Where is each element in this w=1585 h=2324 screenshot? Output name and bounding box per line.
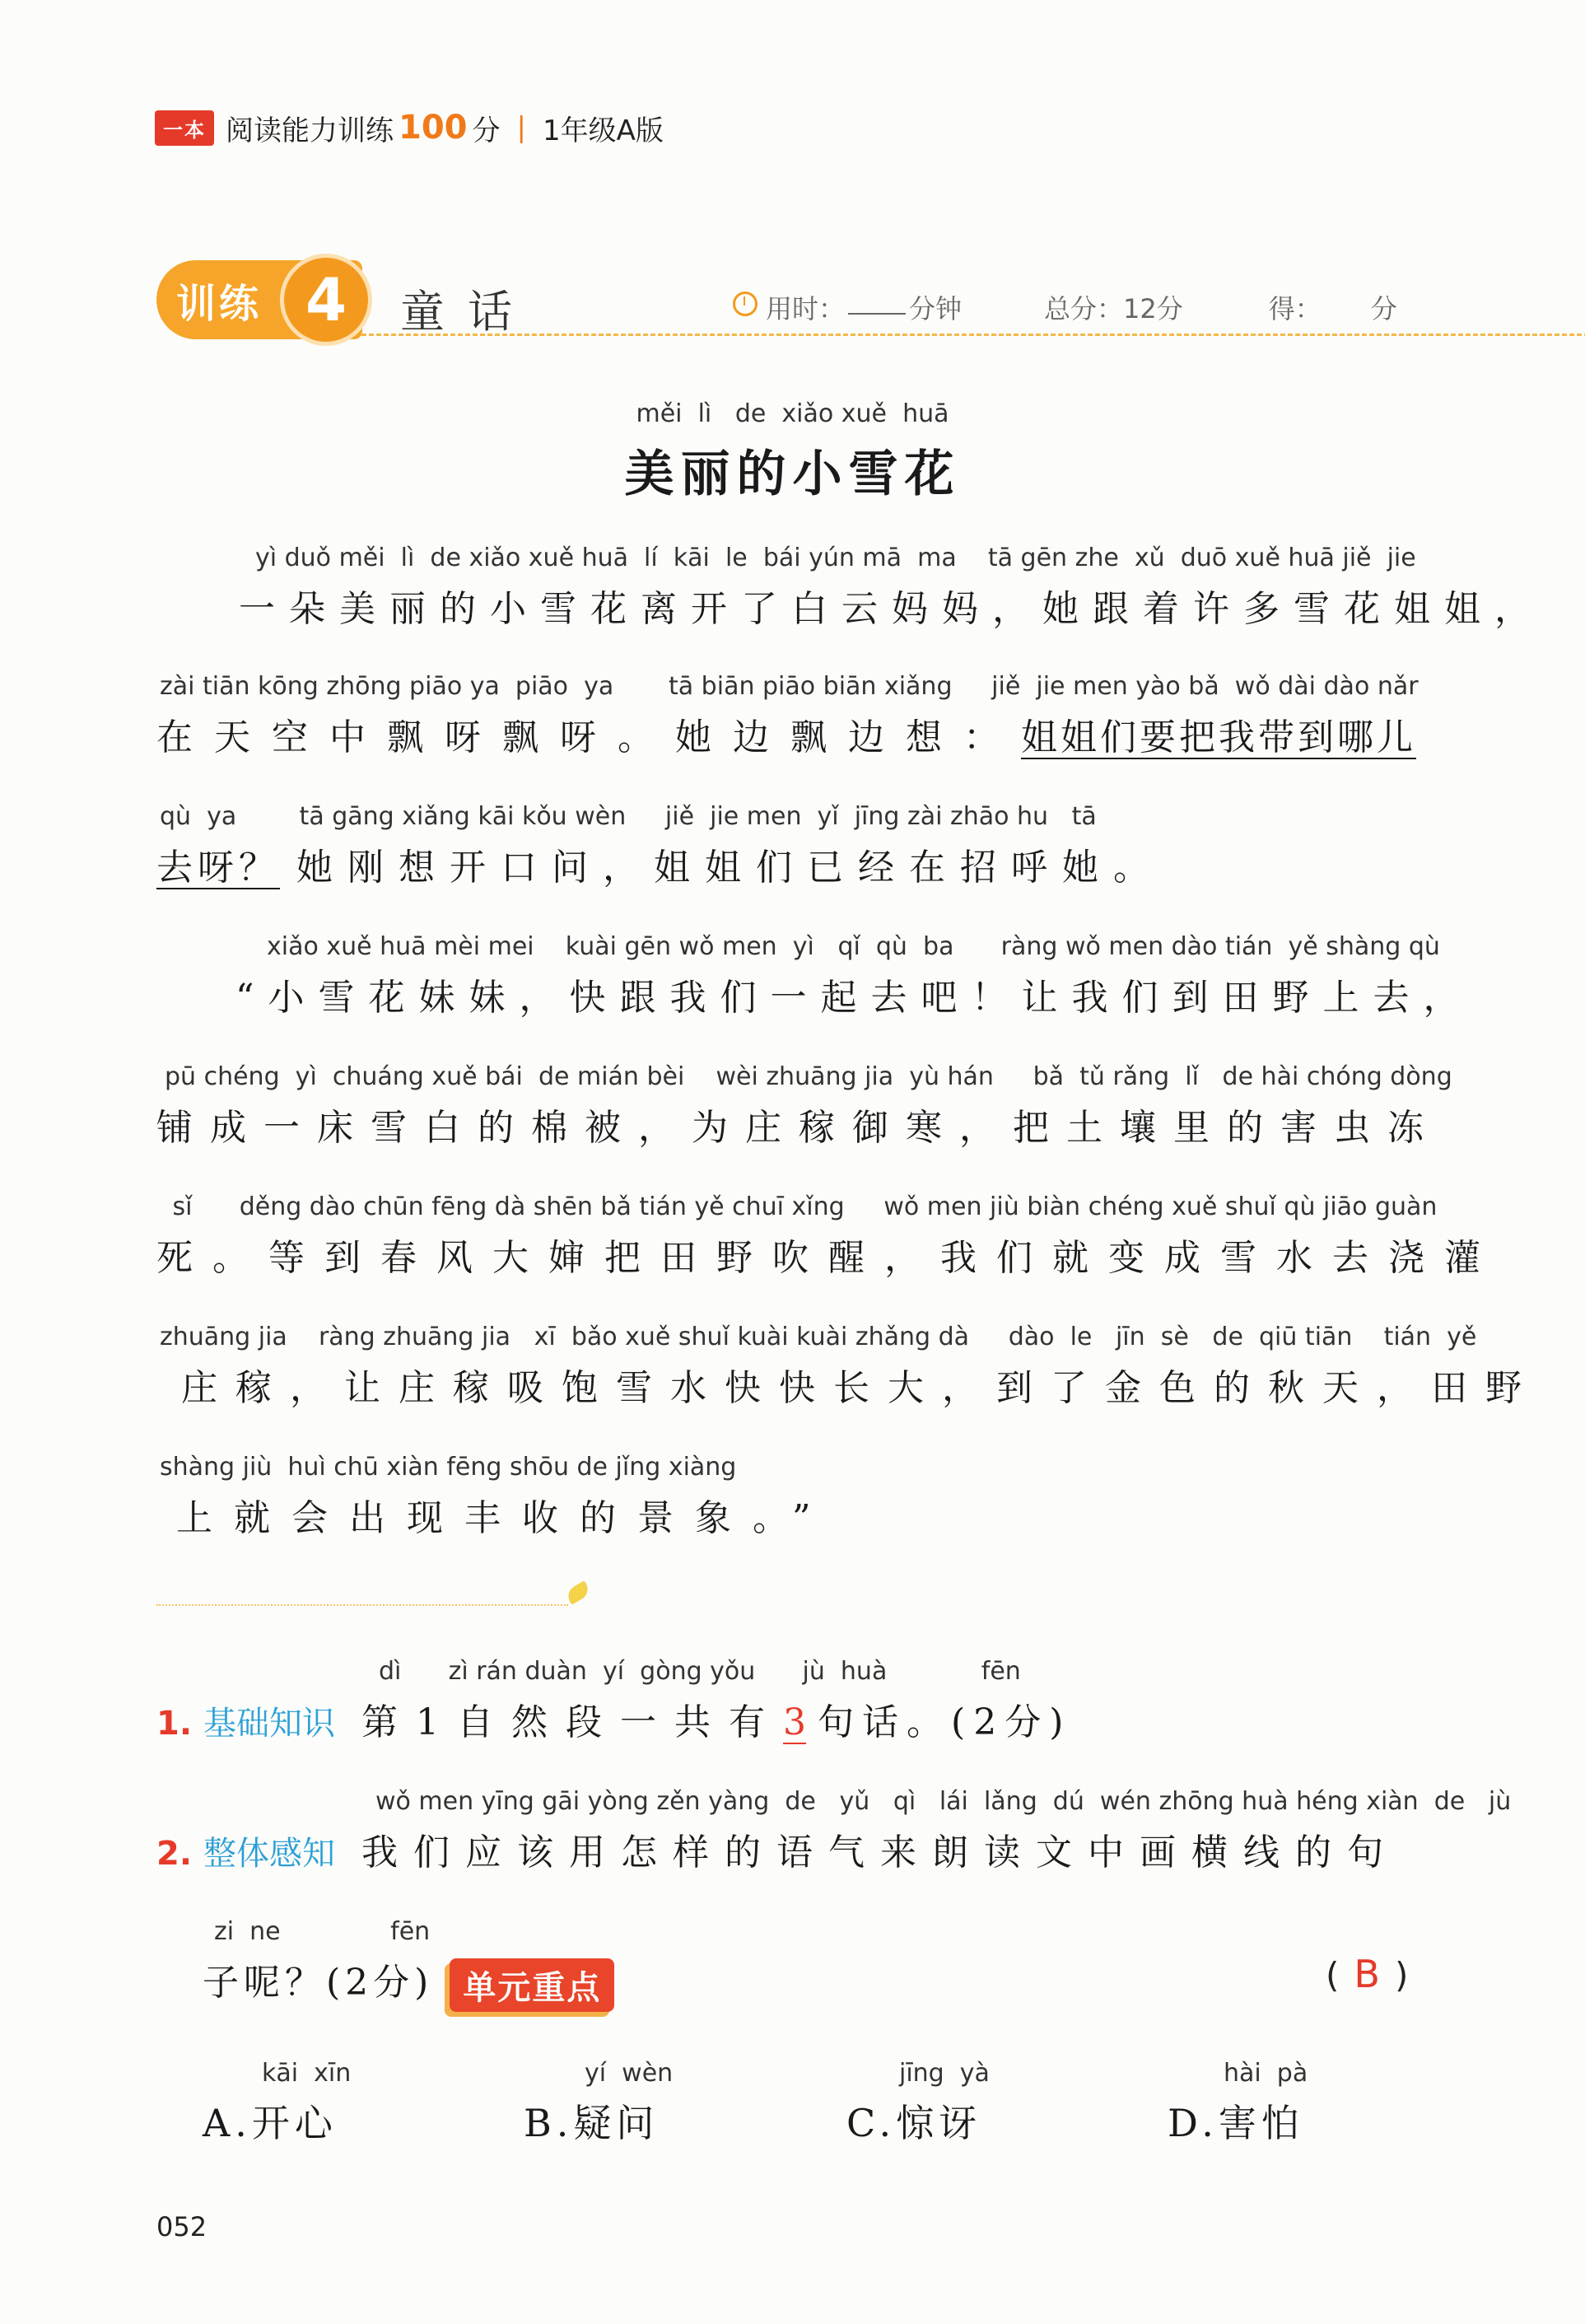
q1-answer[interactable]: 3 xyxy=(783,1701,807,1743)
lesson-banner xyxy=(156,254,1457,344)
underlined-sentence-part1: 姐姐们要把我带到哪儿 xyxy=(1021,716,1416,758)
series-fen: 分 xyxy=(472,114,501,147)
publisher-logo: 一本 xyxy=(155,110,214,146)
option-a-pinyin: kāi xīn xyxy=(262,2059,352,2088)
q2-text-2: 子呢？(2分) xyxy=(203,1962,434,2004)
got-unit: 分 xyxy=(1370,293,1397,324)
total-score: 总分：12分 xyxy=(1044,293,1183,324)
unit-keypoint-badge: 单元重点 xyxy=(450,1958,614,2012)
option-d-text: D.害怕 xyxy=(1168,2101,1304,2145)
section-divider xyxy=(156,1604,568,1606)
story-title: 美丽的小雪花 xyxy=(624,446,961,503)
series-score: 100 xyxy=(399,109,468,147)
passage-text-2 xyxy=(156,707,1416,760)
q1-number: 1. xyxy=(156,1705,193,1743)
lesson-word: 训练 xyxy=(176,280,263,327)
passage-text-3b: 她刚想开口问，姐姐们已经在招呼她。 xyxy=(296,847,1164,889)
q1-pinyin: dì zì rán duàn yí gòng yǒu jù huà fēn xyxy=(379,1657,1021,1686)
leaf-icon xyxy=(564,1580,591,1605)
time-blank[interactable] xyxy=(848,288,906,315)
lesson-info xyxy=(733,288,1564,326)
banner-dashed-line xyxy=(354,334,1585,336)
q2-tag: 整体感知 xyxy=(203,1835,336,1873)
time-unit: 分钟 xyxy=(909,293,963,324)
passage-pinyin-6: sǐ děng dào chūn fēng dà shēn bǎ tián yě chuī xǐng wǒ men jiù biàn chéng xuě shuǐ qù jiāo guàn xyxy=(165,1192,1438,1221)
option-d-pinyin: hài pà xyxy=(1224,2059,1308,2088)
option-c-pinyin: jīng yà xyxy=(899,2059,990,2088)
q1-text-after: 句话。(2分) xyxy=(818,1701,1072,1743)
lesson-number: 4 xyxy=(280,254,372,346)
q2-line-2 xyxy=(203,1953,614,2012)
passage-pinyin-1: yì duǒ měi lì de xiǎo xuě huā lí kāi le bái yún mā ma tā gēn zhe xǔ duō xuě huā jiě jie xyxy=(255,544,1416,572)
option-b-pinyin: yí wèn xyxy=(585,2059,674,2088)
q2-pinyin: wǒ men yīng gāi yòng zěn yàng de yǔ qì lái lǎng dú wén zhōng huà héng xiàn de jù xyxy=(375,1787,1512,1816)
page-number: 052 xyxy=(156,2211,207,2242)
clock-icon xyxy=(733,292,758,316)
q2-answer-bracket xyxy=(1326,1952,1423,1996)
book-header xyxy=(155,110,664,146)
passage-text-5: 铺成一床雪白的棉被，为庄稼御寒，把土壤里的害虫冻 xyxy=(156,1107,1441,1149)
bracket-close: ) xyxy=(1394,1955,1424,1995)
underlined-sentence-part2: 去呀？ xyxy=(156,847,280,889)
passage-text-3 xyxy=(156,838,1164,890)
q2-number: 2. xyxy=(156,1835,193,1873)
passage-pinyin-8: shàng jiù huì chū xiàn fēng shōu de jǐng xiàng xyxy=(160,1453,737,1482)
grade-label: 1年级A版 xyxy=(542,114,664,147)
passage-text-1: 一朵美丽的小雪花离开了白云妈妈，她跟着许多雪花姐姐， xyxy=(239,588,1545,630)
option-c-text: C.惊讶 xyxy=(846,2101,982,2145)
q2-text: 我们应该用怎样的语气来朗读文中画横线的句 xyxy=(361,1832,1400,1874)
q2-answer[interactable]: B xyxy=(1354,1952,1395,1996)
q1-line xyxy=(156,1692,1071,1745)
title-pinyin: měi lì de xiǎo xuě huā xyxy=(636,399,949,428)
option-a-text: A.开心 xyxy=(203,2101,338,2145)
q2-line xyxy=(156,1822,1399,1875)
passage-text-7: 庄稼，让庄稼吸饱雪水快快长大，到了金色的秋天，田野 xyxy=(181,1367,1540,1409)
passage-text-8: 上就会出现丰收的景象。” xyxy=(176,1497,832,1539)
q1-tag: 基础知识 xyxy=(203,1705,336,1743)
passage-pinyin-2: zài tiān kōng zhōng piāo ya piāo ya tā biān piāo biān xiǎng jiě jie men yào bǎ wǒ dài dào nǎr xyxy=(160,672,1419,701)
q1-text-before: 第1自然段一共有 xyxy=(361,1701,784,1743)
series-title: 阅读能力训练 xyxy=(226,114,394,147)
passage-pinyin-5: pū chéng yì chuáng xuě bái de mián bèi wèi zhuāng jia yù hán bǎ tǔ rǎng lǐ de hài chóng dòng xyxy=(165,1062,1452,1091)
time-label: 用时： xyxy=(766,293,846,324)
passage-pinyin-7: zhuāng jia ràng zhuāng jia xī bǎo xuě shuǐ kuài kuài zhǎng dà dào le jīn sè de qiū tiān tián yě xyxy=(160,1323,1477,1351)
passage-text-4: “小雪花妹妹，快跟我们一起去吧！让我们到田野上去， xyxy=(235,977,1474,1019)
bracket-open: ( xyxy=(1326,1955,1354,1995)
passage-pinyin-4: xiǎo xuě huā mèi mei kuài gēn wǒ men yì qǐ qù ba ràng wǒ men dào tián yě shàng qù xyxy=(267,932,1440,961)
passage-text-6: 死。等到春风大婶把田野吹醒，我们就变成雪水去浇灌 xyxy=(156,1237,1500,1279)
got-label: 得： xyxy=(1268,293,1322,324)
lesson-genre: 童话 xyxy=(400,286,535,338)
passage-pinyin-3: qù ya tā gāng xiǎng kāi kǒu wèn jiě jie men yǐ jīng zài zhāo hu tā xyxy=(160,802,1097,831)
header-separator: | xyxy=(516,111,526,144)
option-b-text: B.疑问 xyxy=(524,2101,660,2145)
q2-pinyin-2: zi ne fēn xyxy=(214,1917,431,1946)
passage-text-2a: 在天空中飘呀飘呀。她边飘边想： xyxy=(156,716,1021,758)
